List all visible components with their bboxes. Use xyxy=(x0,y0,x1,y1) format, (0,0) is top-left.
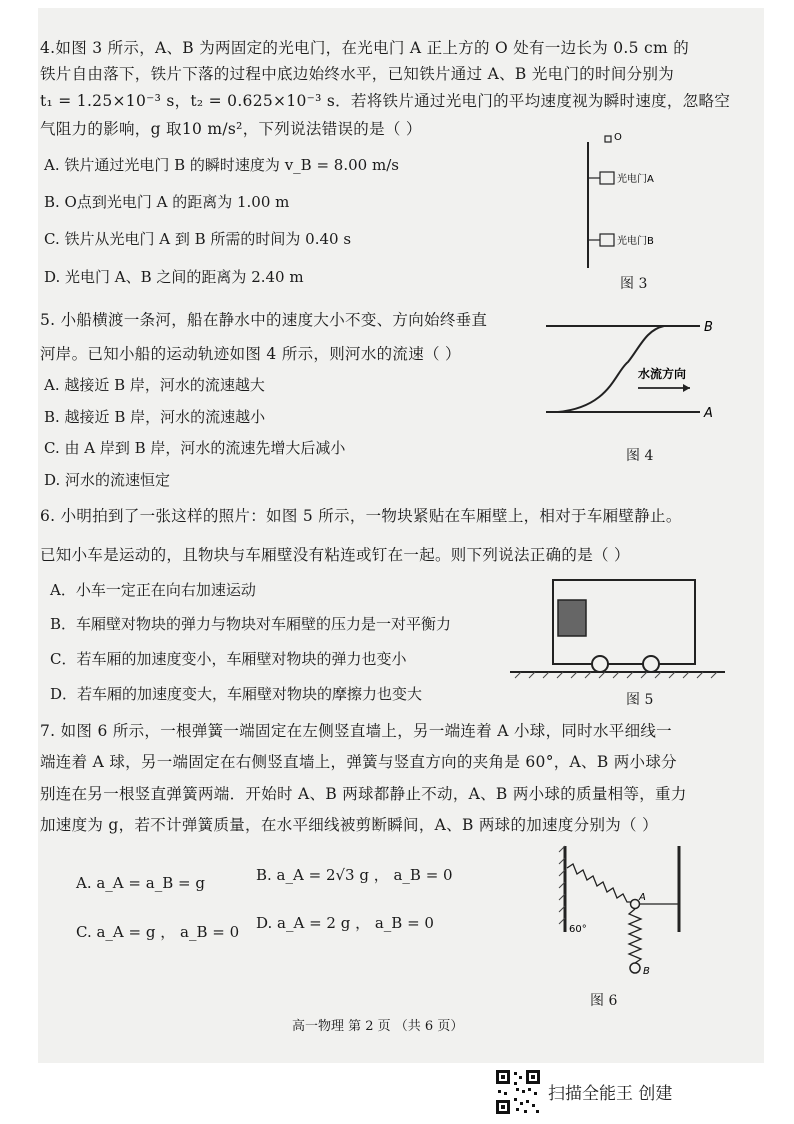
fig6-vertical-spring xyxy=(629,909,641,963)
q5-option-b: B. 越接近 B 岸，河水的流速越小 xyxy=(44,408,266,426)
q6-option-a: A．小车一定正在向右加速运动 xyxy=(50,581,256,599)
figure-5 xyxy=(505,572,730,682)
camscanner-watermark: 扫描全能王 创建 xyxy=(548,1084,673,1104)
fig6-angle-label: 60° xyxy=(569,924,587,935)
q6-line-2: 已知小车是运动的，且物块与车厢壁没有粘连或钉在一起。则下列说法正确的是（ ） xyxy=(40,546,630,564)
page-footer: 高一物理 第 2 页 （共 6 页） xyxy=(292,1019,464,1034)
fig5-wheel-right xyxy=(643,656,659,672)
fig3-gate-b-label: 光电门B xyxy=(617,236,654,247)
figure-3 xyxy=(570,128,690,288)
q6-option-b: B．车厢壁对物块的弹力与物块对车厢壁的压力是一对平衡力 xyxy=(50,615,452,633)
q6-option-d: D．若车厢的加速度变大，车厢壁对物块的摩擦力也变大 xyxy=(50,685,423,703)
qr-code-icon xyxy=(494,1068,542,1116)
q7-line-1: 7. 如图 6 所示，一根弹簧一端固定在左侧竖直墙上，另一端连着 A 小球，同时水平细线一 xyxy=(40,722,672,740)
fig6-caption: 图 6 xyxy=(590,993,618,1009)
fig6-ball-a-label: A xyxy=(639,892,646,903)
fig3-caption: 图 3 xyxy=(620,276,648,292)
q5-line-2: 河岸。已知小船的运动轨迹如图 4 所示，则河水的流速（ ） xyxy=(40,345,461,363)
q4-line-3: t₁ = 1.25×10⁻³ s，t₂ = 0.625×10⁻³ s．若将铁片通过光电门的平均速度视为瞬时速度，忽略空 xyxy=(40,92,731,110)
fig4-bank-a-label: A xyxy=(704,406,713,421)
fig6-angled-spring xyxy=(567,864,631,902)
q6-option-c: C．若车厢的加速度变小，车厢壁对物块的弹力也变小 xyxy=(50,650,407,668)
q4-option-a: A. 铁片通过光电门 B 的瞬时速度为 v_B = 8.00 m/s xyxy=(44,156,399,174)
fig5-block xyxy=(558,600,586,636)
q5-option-a: A. 越接近 B 岸，河水的流速越大 xyxy=(44,376,265,394)
q7-option-a: A. a_A = a_B = g xyxy=(76,874,205,892)
fig3-gate-a-box xyxy=(600,172,614,184)
q7-option-d: D. a_A = 2 g ， a_B = 0 xyxy=(256,914,434,932)
fig3-gate-a-label: 光电门A xyxy=(617,174,654,185)
q5-option-d: D. 河水的流速恒定 xyxy=(44,471,171,489)
q5-option-c: C. 由 A 岸到 B 岸，河水的流速先增大后减小 xyxy=(44,439,346,457)
fig4-caption: 图 4 xyxy=(626,448,654,464)
figure-4 xyxy=(540,312,730,422)
q4-option-d: D. 光电门 A、B 之间的距离为 2.40 m xyxy=(44,268,304,286)
fig4-flow-label: 水流方向 xyxy=(638,367,687,381)
q6-line-1: 6. 小明拍到了一张这样的照片：如图 5 所示，一物块紧贴在车厢壁上，相对于车厢壁静止。 xyxy=(40,507,682,525)
q7-line-3: 别连在另一根竖直弹簧两端．开始时 A、B 两球都静止不动，A、B 两小球的质量相等，重力 xyxy=(40,785,687,803)
q7-line-4: 加速度为 g，若不计弹簧质量，在水平细线被剪断瞬间，A、B 两球的加速度分别为（ ） xyxy=(40,816,658,834)
fig3-gate-b-box xyxy=(600,234,614,246)
q7-line-2: 端连着 A 球，另一端固定在右侧竖直墙上，弹簧与竖直方向的夹角是 60°，A、B 两小球分 xyxy=(40,753,677,771)
fig6-ball-b-label: B xyxy=(643,966,650,977)
fig3-iron-piece xyxy=(605,136,611,142)
fig6-ball-b xyxy=(630,963,640,973)
fig5-caption: 图 5 xyxy=(626,692,654,708)
q4-line-1: 4.如图 3 所示，A、B 为两固定的光电门，在光电门 A 正上方的 O 处有一边长为 0.5 cm 的 xyxy=(40,39,690,57)
q4-option-c: C. 铁片从光电门 A 到 B 所需的时间为 0.40 s xyxy=(44,230,352,248)
figure-6 xyxy=(555,840,695,990)
q4-line-2: 铁片自由落下，铁片下落的过程中底边始终水平，已知铁片通过 A、B 光电门的时间分别为 xyxy=(40,65,675,83)
fig3-point-o: O xyxy=(614,132,622,143)
q4-option-b: B. O点到光电门 A 的距离为 1.00 m xyxy=(44,193,290,211)
fig5-wheel-left xyxy=(592,656,608,672)
q7-option-b: B. a_A = 2√3 g ， a_B = 0 xyxy=(256,866,453,884)
q7-option-c: C. a_A = g ， a_B = 0 xyxy=(76,923,240,941)
q5-line-1: 5. 小船横渡一条河，船在静水中的速度大小不变、方向始终垂直 xyxy=(40,311,488,329)
fig4-bank-b-label: B xyxy=(704,320,713,335)
q4-line-4: 气阻力的影响，g 取10 m/s²，下列说法错误的是（ ） xyxy=(40,120,422,138)
